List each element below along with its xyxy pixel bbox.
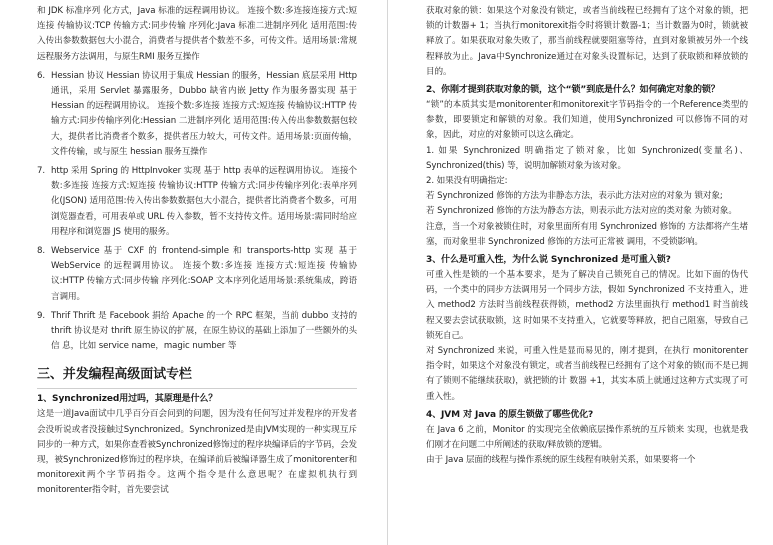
answer-paragraph: 获取对象的锁：如果这个对象没有锁定，或者当前线程已经拥有了这个对象的锁，把锁的计数器+ 1；当执行monitorexit指令时将锁计数器-1；当计数器为0时，锁就被释放了。如果获取对象失败了，那当前线程就要阻塞等待，直到对象锁被另外一个线程释放为止。Java中Synchronize通过在对象头设置标记，达到了获取锁和释放锁的目的。 xyxy=(426,6,748,77)
answer-paragraph: 可重入性是锁的一个基本要求，是为了解决自己锁死自己的情况。比如下面的伪代码，一个类中的同步方法调用另一个同步方法，假如 Synchronized 不支持重入，进入 method2 方法时当前线程获得锁，method2 方法里面执行 method1 时当前线程又要去尝试获取锁，这 时如果不支持重入，它就要等释放，把自己阻塞，导致自己锁死自己。 xyxy=(426,270,748,341)
question-heading: 1、Synchronized用过吗，其原理是什么？ xyxy=(37,394,218,405)
answer-paragraph: “锁”的本质其实是monitorenter和monitorexit字节码指令的一个Reference类型的参数，即要锁定和解锁的对象。我们知道，使用Synchronized 可以修饰不同的对象，因此，对应的对象锁可以这么确定。 xyxy=(426,100,748,141)
question-heading: 3、什么是可重入性，为什么说 Synchronized 是可重入锁? xyxy=(426,255,671,266)
continued-paragraph: 和 JDK 标准序列 化方式，Java 标准的远程调用协议。 连接个数:多连接连接方式:短连接 传输协议:TCP 传输方式:同步传输 序列化:Java 标准二进制序列化 适用范围:传入传出参数数据包大小混合，消费者与提供者个数差不多，可传文件。适用场景:常规远程服务方法调用，与原生RMI 服务互操作 xyxy=(37,6,357,62)
list-text: Hessian 协议 Hessian 协议用于集成 Hessian 的服务，Hessian 底层采用 Http 通讯，采用 Servlet 暴露服务，Dubbo 缺省内嵌 Jetty 作为服务器实现 基于 Hessian 的远程调用协议。 连接个数:多连接 连接方式:短连接 传输协议:HTTP 传输方式:同步传输序列化:Hessian 二进制序列化 适用范围:传入传出参数数据包较大，提供者比消费者个数多，提供者压力较大，可传文件。适用场景:页面传输，文件传输，或与原生 hessian 服务互操作 xyxy=(51,70,357,157)
list-text: Webservice 基于 CXF 的 frontend-simple 和 transports-http 实现 基于 WebService 的远程调用协议。 连接个数:多连接 连接方式:短连接 传输协议:HTTP 传输方式:同步传输 序列化:SOAP 文本序列化适用场景:系统集成，跨语言调用。 xyxy=(51,246,357,302)
list-item xyxy=(37,69,357,160)
left-column xyxy=(37,4,357,499)
list-number: 6. xyxy=(37,70,45,81)
list-item xyxy=(37,164,357,240)
answer-paragraph: 若 Synchronized 修饰的方法为非静态方法，表示此方法对应的对象为 锁对象; xyxy=(426,191,723,202)
list-text: http 采用 Spring 的 HttpInvoker 实现 基于 http 表单的远程调用协议。 连接个数:多连接 连接方式:短连接 传输协议:HTTP 传输方式:同步传输序列化:表单序列化(JSON) 适用范围:传入传出参数数据包大小混合，提供者比消费者个数多，可用浏览器查看，可用表单或 URL 传入参数，暂不支持传文件。适用场景:需同时给应用程序和浏览器 JS 使用的服务。 xyxy=(51,166,357,237)
list-item xyxy=(37,244,357,305)
question-heading: 4、JVM 对 Java 的原生锁做了哪些优化? xyxy=(426,409,594,420)
column-divider xyxy=(387,0,388,545)
question-heading: 2、你刚才提到获取对象的锁，这个“锁”到底是什么？如何确定对象的锁？ xyxy=(426,85,720,96)
list-number: 7. xyxy=(37,166,45,177)
list-item xyxy=(37,309,357,355)
list-number: 8. xyxy=(37,246,45,257)
list-text: Thrif Thrift 是 Facebook 捐给 Apache 的一个 RPC 框架，当前 dubbo 支持的 thrift 协议是对 thrift 原生协议的扩展，在原生协议的基础上添加了一些额外的头信 息，比如 service name，magic number 等 xyxy=(51,310,357,352)
answer-paragraph: 若 Synchronized 修饰的方法为静态方法，则表示此方法对应的类对象 为锁对象。 xyxy=(426,206,737,217)
answer-paragraph: 由于 Java 层面的线程与操作系统的原生线程有映射关系，如果要将一个 xyxy=(426,455,696,466)
answer-paragraph: 这是一道Java面试中几乎百分百会问到的问题，因为没有任何写过并发程序的开发者会没听说或者没接触过Synchronized。Synchronized是由JVM实现的一种实现互斥同步的一种方式，如果你查看被Synchronized修饰过的程序块编译后的字节码，会发现，被Synchronized修饰过的程序块，在编译前后被编译器生成了monitorenter和monitorexit两个字节码指令。这两个指令是什么意思呢？在虚拟机执行到monitorenter指令时，首先要尝试 xyxy=(37,409,357,496)
list-number: 9. xyxy=(37,310,45,321)
section-title: 三、并发编程高级面试专栏 xyxy=(37,366,357,389)
right-column xyxy=(426,4,748,468)
answer-paragraph: 在 Java 6 之前，Monitor 的实现完全依赖底层操作系统的互斥锁来 实现，也就是我们刚才在问题二中所阐述的获取/释放锁的逻辑。 xyxy=(426,424,748,451)
answer-paragraph: 对 Synchronized 来说，可重入性是显而易见的，刚才提到，在执行 monitorenter 指令时，如果这个对象没有锁定，或者当前线程已经拥有了这个对象的锁(而不是已拥有了锁则不能继续获取)，就把锁的计 数器 +1，其实本质上就通过这种方式实现了可重入性。 xyxy=(426,346,748,402)
answer-paragraph: 1. 如果 Synchronized 明确指定了锁对象，比如 Synchronized(变量名)、Synchronized(this) 等，说明加解锁对象为该对象。 xyxy=(426,145,748,171)
answer-paragraph: 注意，当一个对象被锁住时，对象里面所有用 Synchronized 修饰的 方法都将产生堵塞，而对象里非 Synchronized 修饰的方法可正常被 调用，不受锁影响。 xyxy=(426,221,748,247)
answer-paragraph: 2. 如果没有明确指定: xyxy=(426,176,508,187)
